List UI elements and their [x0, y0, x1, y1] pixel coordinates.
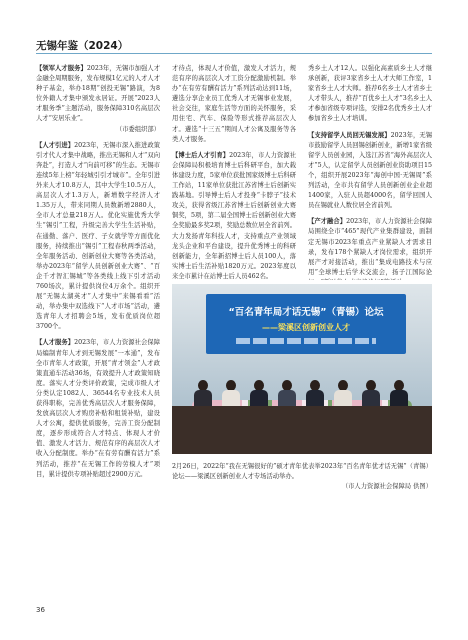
article-body: 2023年，无锡市鼓励留学人员回锡创新创业，新增1家省级留学人员创业园，入选江苏省“海外高层次人才”5人，认定留学人员创新创业资助项目15个，组织开展2023年“海创中国·无锡周”系列活动，全市共有留学人员创新创业企业超1400家，入驻人员超4000名，留学回国人员在锡就业人数位居全省前列。 — [308, 131, 432, 210]
article-heading: 【领军人才服务】 — [36, 65, 87, 72]
column-3 — [308, 64, 432, 280]
article-body: 才待点，体现人才价值，激发人才活力，规范有序的高层次人才工资分配激励机制。举办“在有劳有酬有活力”系列活动达到11场，遴选分享企业员工优秀人才无锡事业发展，社会交往，家庭生活等方面的关怀服务，采用住宅、汽车、保险等形式推荐高层次人才。遴选“十三五”期间人才公寓及服务等各类人才服务。 — [172, 65, 296, 143]
article-postdoc — [172, 151, 296, 280]
caption-text: 2月26日，2022年“我在无锡很好的”硕才青年优表举2023年“百名青年优才话无锡”（青锡）论坛——梁溪区创新创业人才专场活动举办。 — [172, 463, 432, 481]
caption-source: （市人力资源社会保障局 供图） — [341, 483, 432, 491]
article-continuation — [172, 64, 296, 145]
event-banner — [206, 294, 406, 354]
banner-subtitle: ——梁溪区创新创业人才 — [262, 323, 350, 332]
banner-decoration — [236, 338, 376, 344]
article-heading: 【产才融合】 — [308, 218, 347, 226]
article-heading: 【人才引进】 — [36, 141, 75, 149]
article-body: 2023年，市人力资源社会保障局围绕全市“465”现代产业集群建设，面制定无锡市2023年重点产业紧缺人才需求目录，发布178个紧缺人才岗位需求，组织开展产才对接活动，推出“集成电路技术与应用”全球博士后学术交流会，扬子江国际论 — [308, 218, 432, 276]
page-number: 36 — [36, 606, 45, 614]
article-body: 2023年，无锡市深入推进政策引才代人才集中战略，推出无锡和人才“双向奔赴”，打造人才“向前可移”的生态。无锡市连续5年上榜“年轻城引引才城市”。全年引进外来人才10.8万人，其中大学生10.5万人，高层次人才1.3万人，新增数字经济人才1.35万人，带来同期人员数新增2880人，全市人才总量218万人。优化实施优秀大学生“锡引”工程，升级完善大学生生活补贴，在通勤、落户、医疗、子女就学等方面优化服务，持续推出“锡引”工程春秋两季活动，全年服务活动、创新创业大赛等各类活动，举办2023年“留学人员创新创业大赛”、“百企千才智汇锡城”等各类线上线下引才活动760场次，累计提供岗位4万余个。组织开展“无锡太湖英才”人才集中“来锡看看”活动，举办集中双选线下“人才市场”活动，遴选青年人才招聘会5场，发布优质岗位超3700个。 — [36, 141, 160, 331]
article-heading: 【支持留学人员回无锡发展】 — [308, 131, 391, 139]
article-continuation — [308, 64, 432, 125]
article-body: 2023年，市人力资源社会保障局积极培育博士后科研平台，加大载体建设力度，5家单位获批国家级博士后科研工作站，11家单位获批江苏省博士后创新实践基地。引导博士后人才投身“卡脖子”技术攻关，获得省级江苏省博士后创新创业大赛铜奖，5项，第二届全国博士后创新创业大赛全奖励最多奖2项，奖励总数位居全省前列。大力发扬青年科技人才，支持重点产业领域龙头企业和平台建设，提升优秀博士的科研创新能力，全年新招博士后人员100人，落实博士后生活补贴1820万元。2023年度以来全市累计在站博士后人员462名。 — [172, 151, 296, 280]
column-2 — [172, 64, 296, 280]
event-photo — [172, 284, 432, 454]
page-header-title: 无锡年鉴（2024） — [36, 40, 129, 52]
article-heading: 【博士后人才引育】 — [172, 151, 230, 159]
article-talent-intro — [36, 141, 160, 333]
article-talent-support — [36, 338, 160, 479]
article-talent-service — [36, 64, 160, 135]
banner-title: “百名青年局才话无锡”（青锡）论坛 — [228, 307, 384, 318]
header-divider — [36, 53, 432, 54]
article-body: 2023年，无锡市加强人才金融全周期服务，发布规模1亿元的人才人才种子基金，举办18期“创投无锡”路演，为8位外籍人才集中颁发永居证。开展“2023人才服务季”主题活动，服务保障310名高层次人才“安居乐业”。 — [36, 65, 160, 123]
article-body: 秀乡土人才12人。以强化高素质乡土人才继承创新，获评3家省乡土人才大师工作室，1家省乡土人才大师。推荐6名乡土人才省乡土人才带头人，推荐“百优乡土人才”3名乡土人才参加省级专项评选，安排2名优秀乡土人才参加省乡土人才培训。 — [308, 65, 432, 123]
article-overseas-returnees — [308, 131, 432, 212]
stage-floor — [172, 406, 432, 454]
photo-caption — [172, 462, 432, 493]
article-source: （市委组织部） — [115, 125, 160, 133]
article-body: 2023年，市人力资源社会保障局编制青年人才到无锡发展“一本通”，发布全市青年人才政策，开展“青才领金”人才政策直通车活动36场，有效提升人才政策知晓度。落实人才分类评价政策，完成市级人才分类认定1082人、36544名专业技术人员获得职称，完善优秀高层次人才服务保障，发放高层次人才购房补贴和租赁补贴，建设人才公寓，提供优质服务，完善工资分配制度，逐步形成符合人才特点、体现人才价值、激发人才活力、规范有序的高层次人才收入分配制度。举办“在有劳有酬有活力”系列活动，推荐“在无锡工作的劳模人才”项目，累计提供专项补贴超过2900万元。 — [36, 339, 160, 478]
article-industry-talent — [308, 217, 432, 280]
column-1 — [36, 64, 160, 486]
article-heading: 【人才服务】 — [36, 339, 75, 347]
